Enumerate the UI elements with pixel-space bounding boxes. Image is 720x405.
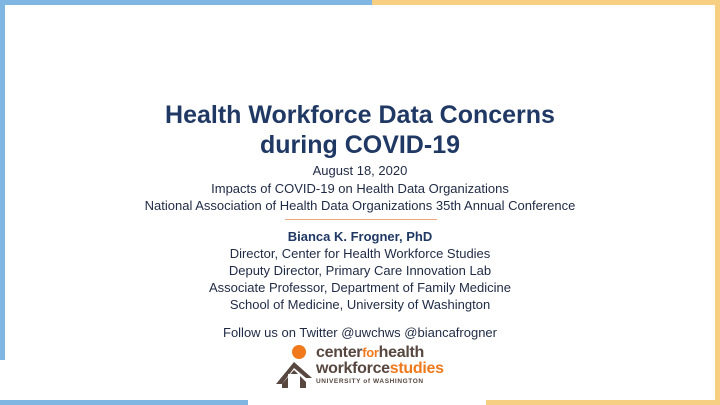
presenter-role: School of Medicine, University of Washington: [229, 297, 491, 312]
frame-top-left-bar: [0, 0, 372, 5]
person-house-icon: [272, 344, 314, 388]
logo-word-for: for: [362, 345, 379, 360]
logo-word-workforce: workforce: [316, 360, 390, 377]
event-line-2: National Association of Health Data Organizations 35th Annual Conference: [144, 198, 576, 213]
title-line-1: Health Workforce Data Concerns: [165, 101, 555, 129]
presenter-role: Director, Center for Health Workforce Studies: [229, 246, 491, 261]
chws-logo: [272, 344, 462, 388]
logo-word-center: center: [316, 344, 363, 361]
presenter-name: Bianca K. Frogner, PhD: [287, 229, 433, 244]
twitter-follow-text: Follow us on Twitter @uwchws @biancafrogner: [223, 325, 497, 340]
title-line-2: during COVID-19: [259, 131, 460, 159]
presentation-date: August 18, 2020: [312, 163, 408, 178]
logo-word-health: health: [378, 344, 424, 361]
slide-title: [0, 100, 720, 160]
logo-university: UNIVERSITY of WASHINGTON: [316, 378, 424, 385]
frame-bottom-left-bar: [0, 400, 248, 405]
frame-bottom-right-bar: [486, 400, 720, 405]
logo-wordmark: [316, 345, 444, 386]
frame-top-right-bar: [372, 0, 720, 5]
presenter-role: Associate Professor, Department of Family Medicine: [208, 280, 511, 295]
logo-word-studies: studies: [389, 360, 444, 377]
presenter-role: Deputy Director, Primary Care Innovation Lab: [228, 263, 492, 278]
event-line-1: Impacts of COVID-19 on Health Data Organizations: [211, 181, 509, 196]
section-divider: [285, 219, 437, 220]
